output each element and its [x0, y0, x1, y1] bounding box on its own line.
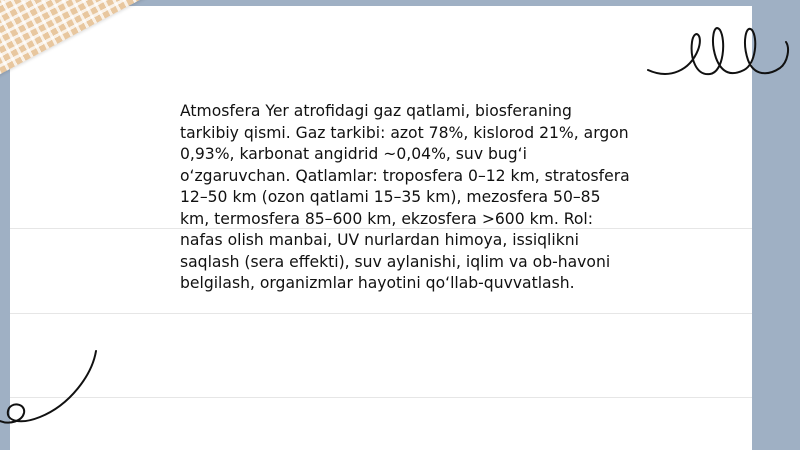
loop-doodle-icon [640, 20, 800, 90]
paper-rule-line [10, 313, 752, 314]
body-paragraph: Atmosfera Yer atrofidagi gaz qatlami, biosferaning tarkibiy qismi. Gaz tarkibi: azot 78%, kislorod 21%, argon 0,93%, karbonat angidrid ~0,04%, suv bug‘i o‘zgaruvchan. Qatlamlar: troposfera 0–12 km, stratosfera 12–50 km (ozon qatlami 15–35 km), mezosfera 50–85 km, termosfera 85–600 km, ekzosfera >600 km. Rol: nafas olish manbai, UV nurlardan himoya, issiqlikni saqlash (sera effekti), suv aylanishi, iqlim va ob-havoni belgilash, organizmlar hayotini qo‘llab-quvvatlash. [180, 102, 630, 292]
paper-rule-line [10, 397, 752, 398]
swirl-doodle-icon [0, 345, 110, 435]
